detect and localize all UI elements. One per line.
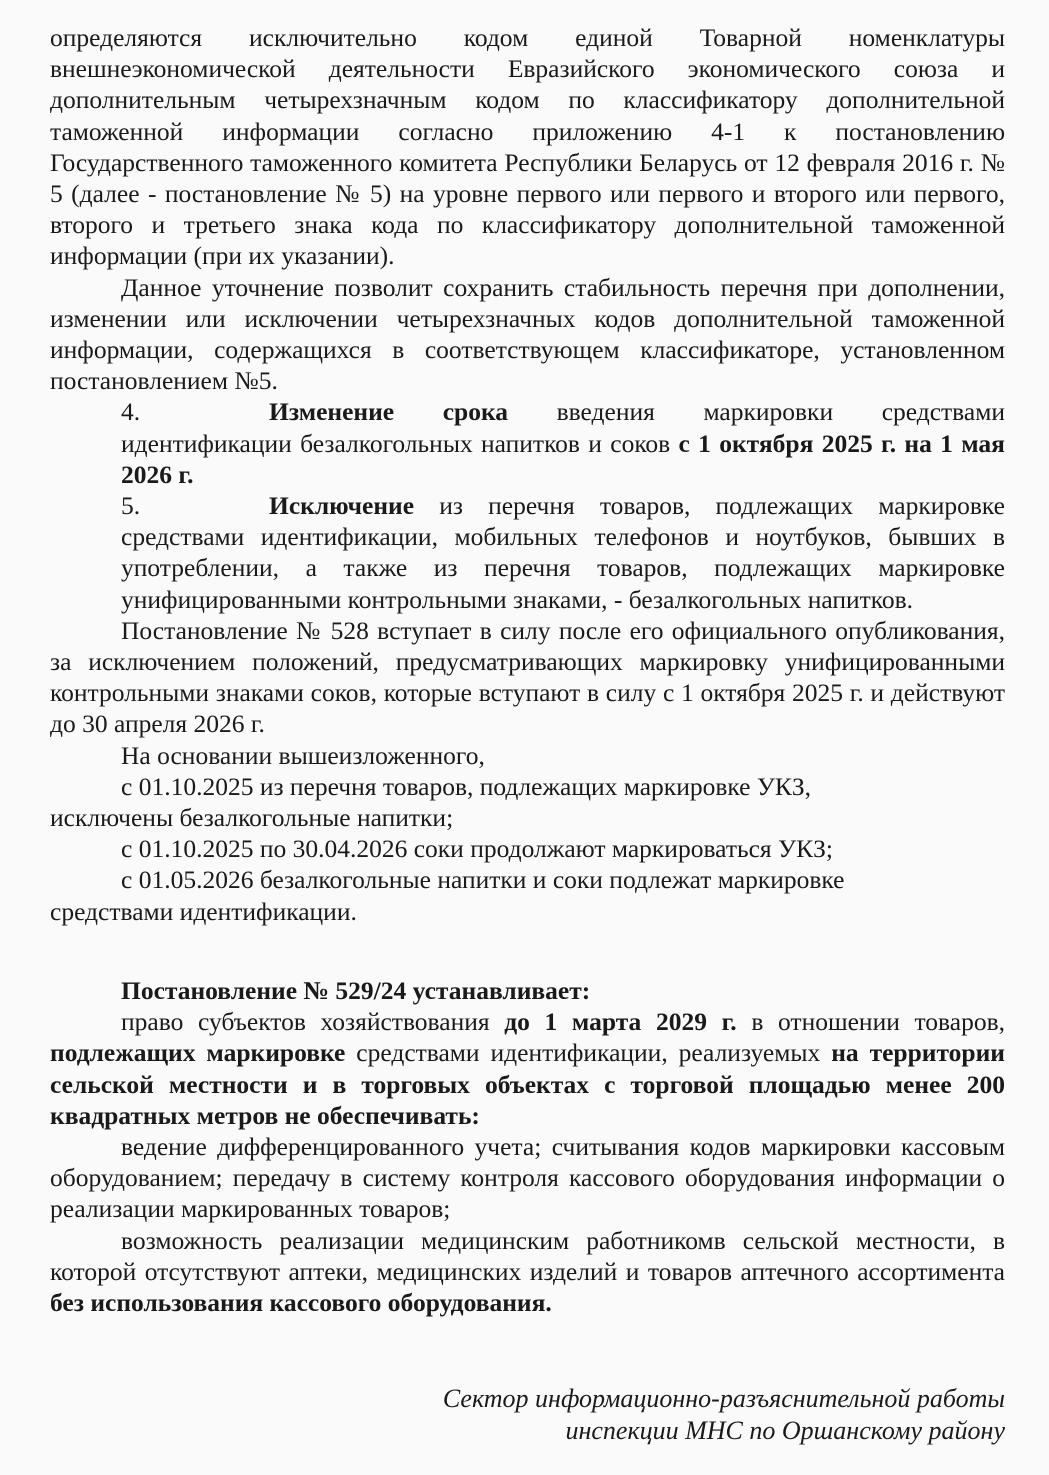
p10-text: возможность реализации медицинским работникомв сельской местности, в которой отсутствуют аптеки, медицинских изделий и товаров аптечного ассортимента xyxy=(50,1225,1005,1286)
item-4-number: 4. xyxy=(121,397,141,427)
paragraph-accounting: ведение дифференцированного учета; считывания кодов маркировки кассовым оборудованием; передачу в систему контроля кассового оборудования информации о реализации маркированных товаров; xyxy=(50,1131,1005,1224)
item-5-bold: Исключение xyxy=(269,491,415,521)
heading-529-text: Постановление № 529/24 устанавливает: xyxy=(121,975,591,1005)
paragraph-clarification: Данное уточнение позволит сохранить стабильность перечня при дополнении, изменении или исключении четырехзначных кодов дополнительной таможенной информации, содержащихся в соответствующем классификаторе, установленном постановлением №5. xyxy=(50,272,1005,396)
paragraph-based: На основании вышеизложенного, xyxy=(121,740,485,770)
item-5-number: 5. xyxy=(121,491,141,521)
p8-text-2: в отношении товаров, xyxy=(736,1007,1005,1037)
signature-line-1: Сектор информационно-разъяснительной работы xyxy=(442,1384,1005,1413)
p10-bold: без использования кассового оборудования. xyxy=(50,1287,552,1317)
item-4-dates: с 1 октября 2025 г. на 1 мая 2026 г. xyxy=(121,428,1005,489)
p8-bold-1: до 1 марта 2029 г. xyxy=(504,1007,737,1037)
p8-bold-3: на территории сельской местности и в торговых объектах с торговой площадью менее 200 квадратных метров не обеспечивать: xyxy=(50,1038,1005,1130)
paragraph-excluded: с 01.10.2025 из перечня товаров, подлежащих маркировке УКЗ, исключены безалкогольные напитки; xyxy=(50,771,812,833)
item-5-text: из перечня товаров, подлежащих маркировке средствами идентификации, мобильных телефонов и ноутбуков, бывших в употреблении, а также из перечня товаров, подлежащих маркировке унифицированными контрольными знаками, - безалкогольных напитков. xyxy=(121,491,1005,614)
paragraph-codes: определяются исключительно кодом единой Товарной номенклатуры внешнеэкономической деятельности Евразийского экономического союза и дополнительным четырехзначным кодом по классификатору дополнительной таможенной информации согласно приложению 4-1 к постановлению Государственного таможенного комитета Республики Беларусь от 12 февраля 2016 г. № 5 (далее - постановление № 5) на уровне первого или первого и второго или первого, второго и третьего знака кода по классификатору дополнительной таможенной информации (при их указании). xyxy=(50,23,1005,271)
signature-line-2: инспекции МНС по Оршанскому району xyxy=(565,1416,1005,1445)
paragraph-juices: с 01.10.2025 по 30.04.2026 соки продолжают маркироваться УКЗ; xyxy=(121,834,833,864)
p8-bold-2: подлежащих маркировке xyxy=(50,1038,346,1068)
paragraph-right xyxy=(50,1006,1005,1131)
item-5 xyxy=(50,490,1005,615)
p8-text-1: право субъектов хозяйствования xyxy=(121,1007,505,1037)
item-4-text: введения маркировки средствами идентификации безалкогольных напитков и соков xyxy=(121,397,1005,458)
heading-529 xyxy=(50,975,1005,1006)
paragraph-from-may: с 01.05.2026 безалкогольные напитки и соки подлежат маркировке средствами идентификации. xyxy=(50,865,845,926)
spacer xyxy=(50,927,1005,975)
p8-text-3: средствами идентификации, реализуемых xyxy=(345,1038,832,1068)
paragraph-medical xyxy=(50,1225,1005,1319)
item-4 xyxy=(50,396,1005,490)
paragraph-528: Постановление № 528 вступает в силу после его официального опубликования, за исключением положений, предусматривающих маркировку унифицированными контрольными знаками соков, которые вступают в силу с 1 октября 2025 г. и действуют до 30 апреля 2026 г. xyxy=(50,615,1005,739)
item-4-bold: Изменение срока xyxy=(269,397,509,427)
signature xyxy=(443,1383,1005,1447)
